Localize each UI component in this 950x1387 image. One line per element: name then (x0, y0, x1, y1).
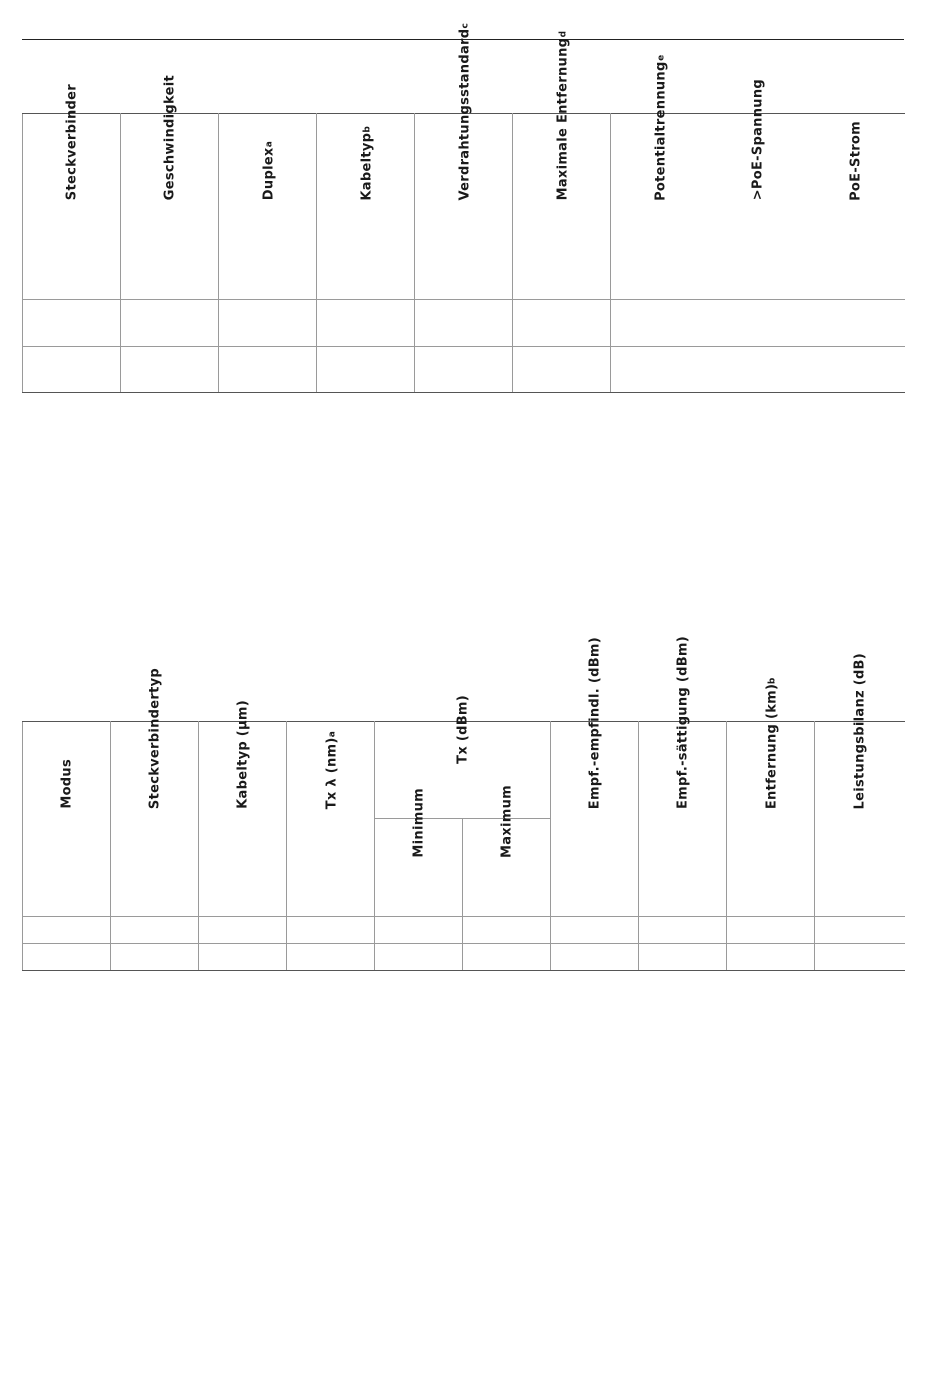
optical-specifications-table (22, 636, 905, 971)
port-specifications-table (22, 22, 905, 393)
table-cell (513, 347, 611, 393)
table-cell (463, 944, 551, 971)
table-cell (287, 917, 375, 944)
table-cell (375, 944, 463, 971)
footnote-marker: a (326, 730, 337, 738)
table-cell (639, 944, 727, 971)
table-cell (463, 917, 551, 944)
table-cell (111, 944, 199, 971)
footnote-marker: b (361, 125, 372, 133)
table-cell (23, 347, 121, 393)
header-cell-steckverbindertyp: Steckverbindertyp (111, 722, 199, 917)
table-cell (639, 917, 727, 944)
table-cell (709, 300, 807, 347)
table-cell (375, 917, 463, 944)
header-cell-empf-saettigung: Empf.-sättigung (dBm) (639, 722, 727, 917)
header-cell-kabeltyp: Kabeltyp (µm) (199, 722, 287, 917)
header-cell-leistungsbilanz: Leistungsbilanz (dB) (815, 722, 905, 917)
table-cell (121, 347, 219, 393)
header-cell-tx-minimum: Minimum (375, 819, 463, 917)
table-cell (199, 917, 287, 944)
table-cell (317, 347, 415, 393)
table-row (23, 300, 905, 347)
table-cell (415, 300, 513, 347)
table-cell (287, 944, 375, 971)
header-cell-duplex: Duplex$^a$ (219, 114, 317, 300)
table-cell (807, 300, 905, 347)
header-cell-kabeltyp: Kabeltyp$^b$ (317, 114, 415, 300)
table-cell (611, 347, 709, 393)
header-cell-tx-maximum: Maximum (463, 819, 551, 917)
header-cell-maximale-entfernung: Maximale Entfernung$^d$ (513, 114, 611, 300)
table-cell (727, 944, 815, 971)
table-header-row (23, 114, 905, 300)
table-header-row (23, 722, 905, 819)
header-cell-tx-lambda: Tx λ (nm)$^a$ (287, 722, 375, 917)
header-cell-poe-strom: PoE-Strom (807, 114, 905, 300)
header-cell-potentialtrennung: Potentialtrennung$^e$ (611, 114, 709, 300)
table-cell (807, 347, 905, 393)
table-cell (815, 917, 905, 944)
table-row (23, 347, 905, 393)
table-cell (317, 300, 415, 347)
footnote-marker: a (263, 141, 274, 148)
table-cell (551, 917, 639, 944)
table-cell (551, 944, 639, 971)
header-cell-empf-empfindl: Empf.-empfindl. (dBm) (551, 722, 639, 917)
header-cell-geschwindigkeit: Geschwindigkeit (121, 114, 219, 300)
table-cell (23, 917, 111, 944)
table-cell (219, 300, 317, 347)
header-cell-modus: Modus (23, 722, 111, 917)
header-cell-entfernung: Entfernung (km)$^b$ (727, 722, 815, 917)
table-cell (199, 944, 287, 971)
table-row (23, 944, 905, 971)
header-cell-poe-spannung: >PoE-Spannung (709, 114, 807, 300)
table-cell (513, 300, 611, 347)
table-cell (219, 347, 317, 393)
table-cell (415, 347, 513, 393)
table-cell (111, 917, 199, 944)
table-cell (815, 944, 905, 971)
footnote-marker: d (557, 31, 568, 38)
header-cell-verdrahtungsstandard: Verdrahtungsstandard$^c$ (415, 114, 513, 300)
table-cell (23, 300, 121, 347)
table-cell (611, 300, 709, 347)
table-cell (121, 300, 219, 347)
table-cell (23, 944, 111, 971)
footnote-marker: b (766, 676, 777, 684)
footnote-marker: e (656, 54, 667, 61)
table-row (23, 917, 905, 944)
header-cell-tx-dbm: Tx (dBm) (375, 722, 551, 819)
table-cell (727, 917, 815, 944)
header-cell-steckverbinder: Steckverbinder (23, 114, 121, 300)
table-cell (709, 347, 807, 393)
footnote-marker: c (459, 22, 470, 29)
